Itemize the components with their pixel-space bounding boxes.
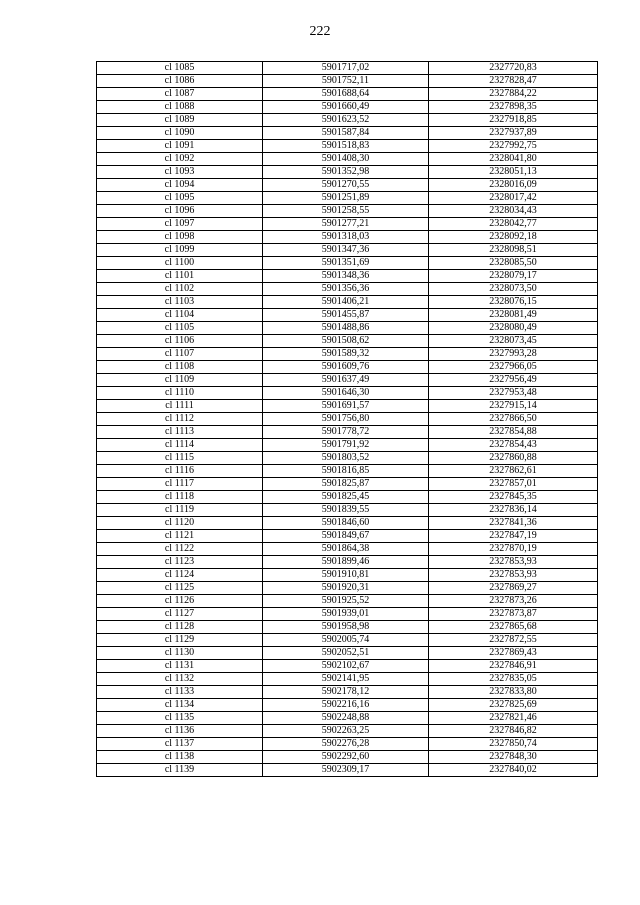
x-coordinate-cell: 5901646,30 (263, 387, 429, 400)
point-id-cell: cl 1114 (97, 439, 263, 452)
x-coordinate-cell: 5901347,36 (263, 244, 429, 257)
y-coordinate-cell: 2328079,17 (429, 270, 598, 283)
x-coordinate-cell: 5901688,64 (263, 88, 429, 101)
y-coordinate-cell: 2328017,42 (429, 192, 598, 205)
x-coordinate-cell: 5901488,86 (263, 322, 429, 335)
table-row (97, 140, 598, 153)
y-coordinate-cell: 2327836,14 (429, 504, 598, 517)
y-coordinate-cell: 2327860,88 (429, 452, 598, 465)
x-coordinate-cell: 5901609,76 (263, 361, 429, 374)
y-coordinate-cell: 2327918,85 (429, 114, 598, 127)
point-id-cell: cl 1120 (97, 517, 263, 530)
point-id-cell: cl 1099 (97, 244, 263, 257)
x-coordinate-cell: 5901899,46 (263, 556, 429, 569)
y-coordinate-cell: 2328034,43 (429, 205, 598, 218)
table-row (97, 127, 598, 140)
table-row (97, 504, 598, 517)
y-coordinate-cell: 2327866,50 (429, 413, 598, 426)
x-coordinate-cell: 5901939,01 (263, 608, 429, 621)
table-row (97, 660, 598, 673)
point-id-cell: cl 1113 (97, 426, 263, 439)
x-coordinate-cell: 5902052,51 (263, 647, 429, 660)
y-coordinate-cell: 2327992,75 (429, 140, 598, 153)
point-id-cell: cl 1106 (97, 335, 263, 348)
table-row (97, 647, 598, 660)
x-coordinate-cell: 5901816,85 (263, 465, 429, 478)
point-id-cell: cl 1089 (97, 114, 263, 127)
point-id-cell: cl 1097 (97, 218, 263, 231)
y-coordinate-cell: 2327720,83 (429, 62, 598, 75)
table-row (97, 608, 598, 621)
x-coordinate-cell: 5902005,74 (263, 634, 429, 647)
table-row (97, 153, 598, 166)
table-row (97, 712, 598, 725)
point-id-cell: cl 1096 (97, 205, 263, 218)
y-coordinate-cell: 2327898,35 (429, 101, 598, 114)
x-coordinate-cell: 5901518,83 (263, 140, 429, 153)
x-coordinate-cell: 5901752,11 (263, 75, 429, 88)
x-coordinate-cell: 5901352,98 (263, 166, 429, 179)
x-coordinate-cell: 5901958,98 (263, 621, 429, 634)
x-coordinate-cell: 5901791,92 (263, 439, 429, 452)
point-id-cell: cl 1130 (97, 647, 263, 660)
y-coordinate-cell: 2327833,80 (429, 686, 598, 699)
coordinates-table-body (97, 62, 598, 777)
table-row (97, 426, 598, 439)
point-id-cell: cl 1092 (97, 153, 263, 166)
y-coordinate-cell: 2327846,91 (429, 660, 598, 673)
table-row (97, 244, 598, 257)
point-id-cell: cl 1090 (97, 127, 263, 140)
table-row (97, 257, 598, 270)
x-coordinate-cell: 5902102,67 (263, 660, 429, 673)
y-coordinate-cell: 2327825,69 (429, 699, 598, 712)
y-coordinate-cell: 2327873,26 (429, 595, 598, 608)
table-row (97, 621, 598, 634)
y-coordinate-cell: 2327854,88 (429, 426, 598, 439)
table-row (97, 348, 598, 361)
table-row (97, 556, 598, 569)
x-coordinate-cell: 5901920,31 (263, 582, 429, 595)
point-id-cell: cl 1117 (97, 478, 263, 491)
y-coordinate-cell: 2327869,43 (429, 647, 598, 660)
y-coordinate-cell: 2328051,13 (429, 166, 598, 179)
point-id-cell: cl 1127 (97, 608, 263, 621)
point-id-cell: cl 1133 (97, 686, 263, 699)
table-row (97, 478, 598, 491)
point-id-cell: cl 1134 (97, 699, 263, 712)
table-row (97, 179, 598, 192)
x-coordinate-cell: 5902178,12 (263, 686, 429, 699)
table-row (97, 296, 598, 309)
x-coordinate-cell: 5901660,49 (263, 101, 429, 114)
y-coordinate-cell: 2327865,68 (429, 621, 598, 634)
point-id-cell: cl 1123 (97, 556, 263, 569)
y-coordinate-cell: 2328080,49 (429, 322, 598, 335)
x-coordinate-cell: 5901351,69 (263, 257, 429, 270)
y-coordinate-cell: 2327841,36 (429, 517, 598, 530)
y-coordinate-cell: 2327873,87 (429, 608, 598, 621)
table-row (97, 764, 598, 777)
table-row (97, 595, 598, 608)
point-id-cell: cl 1124 (97, 569, 263, 582)
page-number: 222 (309, 24, 331, 39)
point-id-cell: cl 1101 (97, 270, 263, 283)
table-row (97, 582, 598, 595)
x-coordinate-cell: 5901408,30 (263, 153, 429, 166)
x-coordinate-cell: 5901846,60 (263, 517, 429, 530)
point-id-cell: cl 1136 (97, 725, 263, 738)
table-row (97, 361, 598, 374)
x-coordinate-cell: 5901756,80 (263, 413, 429, 426)
x-coordinate-cell: 5902292,60 (263, 751, 429, 764)
point-id-cell: cl 1135 (97, 712, 263, 725)
y-coordinate-cell: 2327853,93 (429, 556, 598, 569)
point-id-cell: cl 1107 (97, 348, 263, 361)
y-coordinate-cell: 2327953,48 (429, 387, 598, 400)
point-id-cell: cl 1094 (97, 179, 263, 192)
table-row (97, 413, 598, 426)
y-coordinate-cell: 2327845,35 (429, 491, 598, 504)
y-coordinate-cell: 2327821,46 (429, 712, 598, 725)
table-row (97, 62, 598, 75)
table-row (97, 673, 598, 686)
point-id-cell: cl 1100 (97, 257, 263, 270)
y-coordinate-cell: 2328016,09 (429, 179, 598, 192)
y-coordinate-cell: 2327956,49 (429, 374, 598, 387)
y-coordinate-cell: 2327857,01 (429, 478, 598, 491)
point-id-cell: cl 1131 (97, 660, 263, 673)
point-id-cell: cl 1139 (97, 764, 263, 777)
x-coordinate-cell: 5901258,55 (263, 205, 429, 218)
x-coordinate-cell: 5902276,28 (263, 738, 429, 751)
x-coordinate-cell: 5901623,52 (263, 114, 429, 127)
y-coordinate-cell: 2327847,19 (429, 530, 598, 543)
x-coordinate-cell: 5902309,17 (263, 764, 429, 777)
point-id-cell: cl 1110 (97, 387, 263, 400)
table-row (97, 322, 598, 335)
y-coordinate-cell: 2327966,05 (429, 361, 598, 374)
x-coordinate-cell: 5901637,49 (263, 374, 429, 387)
table-row (97, 465, 598, 478)
point-id-cell: cl 1112 (97, 413, 263, 426)
y-coordinate-cell: 2328098,51 (429, 244, 598, 257)
y-coordinate-cell: 2327915,14 (429, 400, 598, 413)
point-id-cell: cl 1121 (97, 530, 263, 543)
table-row (97, 88, 598, 101)
table-row (97, 686, 598, 699)
point-id-cell: cl 1116 (97, 465, 263, 478)
y-coordinate-cell: 2328085,50 (429, 257, 598, 270)
y-coordinate-cell: 2327993,28 (429, 348, 598, 361)
y-coordinate-cell: 2327840,02 (429, 764, 598, 777)
table-row (97, 283, 598, 296)
table-row (97, 166, 598, 179)
x-coordinate-cell: 5901910,81 (263, 569, 429, 582)
y-coordinate-cell: 2327835,05 (429, 673, 598, 686)
point-id-cell: cl 1108 (97, 361, 263, 374)
x-coordinate-cell: 5901825,87 (263, 478, 429, 491)
y-coordinate-cell: 2328073,50 (429, 283, 598, 296)
y-coordinate-cell: 2327937,89 (429, 127, 598, 140)
table-row (97, 309, 598, 322)
x-coordinate-cell: 5901587,84 (263, 127, 429, 140)
point-id-cell: cl 1132 (97, 673, 263, 686)
x-coordinate-cell: 5901864,38 (263, 543, 429, 556)
point-id-cell: cl 1125 (97, 582, 263, 595)
x-coordinate-cell: 5901925,52 (263, 595, 429, 608)
point-id-cell: cl 1085 (97, 62, 263, 75)
x-coordinate-cell: 5901406,21 (263, 296, 429, 309)
y-coordinate-cell: 2327854,43 (429, 439, 598, 452)
y-coordinate-cell: 2328042,77 (429, 218, 598, 231)
y-coordinate-cell: 2327862,61 (429, 465, 598, 478)
table-row (97, 218, 598, 231)
y-coordinate-cell: 2327853,93 (429, 569, 598, 582)
point-id-cell: cl 1111 (97, 400, 263, 413)
table-row (97, 725, 598, 738)
x-coordinate-cell: 5901270,55 (263, 179, 429, 192)
table-row (97, 231, 598, 244)
point-id-cell: cl 1137 (97, 738, 263, 751)
point-id-cell: cl 1091 (97, 140, 263, 153)
point-id-cell: cl 1109 (97, 374, 263, 387)
x-coordinate-cell: 5902263,25 (263, 725, 429, 738)
table-row (97, 530, 598, 543)
x-coordinate-cell: 5901277,21 (263, 218, 429, 231)
y-coordinate-cell: 2328076,15 (429, 296, 598, 309)
point-id-cell: cl 1115 (97, 452, 263, 465)
x-coordinate-cell: 5901825,45 (263, 491, 429, 504)
table-row (97, 374, 598, 387)
table-row (97, 452, 598, 465)
table-row (97, 517, 598, 530)
y-coordinate-cell: 2327884,22 (429, 88, 598, 101)
point-id-cell: cl 1103 (97, 296, 263, 309)
point-id-cell: cl 1118 (97, 491, 263, 504)
table-row (97, 270, 598, 283)
table-row (97, 387, 598, 400)
x-coordinate-cell: 5901455,87 (263, 309, 429, 322)
table-row (97, 205, 598, 218)
x-coordinate-cell: 5901318,03 (263, 231, 429, 244)
x-coordinate-cell: 5901348,36 (263, 270, 429, 283)
table-row (97, 491, 598, 504)
x-coordinate-cell: 5901717,02 (263, 62, 429, 75)
table-row (97, 699, 598, 712)
x-coordinate-cell: 5901778,72 (263, 426, 429, 439)
y-coordinate-cell: 2328041,80 (429, 153, 598, 166)
point-id-cell: cl 1087 (97, 88, 263, 101)
point-id-cell: cl 1098 (97, 231, 263, 244)
y-coordinate-cell: 2327828,47 (429, 75, 598, 88)
point-id-cell: cl 1128 (97, 621, 263, 634)
point-id-cell: cl 1129 (97, 634, 263, 647)
table-row (97, 75, 598, 88)
point-id-cell: cl 1102 (97, 283, 263, 296)
y-coordinate-cell: 2327846,82 (429, 725, 598, 738)
table-row (97, 543, 598, 556)
y-coordinate-cell: 2327870,19 (429, 543, 598, 556)
y-coordinate-cell: 2328092,18 (429, 231, 598, 244)
x-coordinate-cell: 5901849,67 (263, 530, 429, 543)
point-id-cell: cl 1086 (97, 75, 263, 88)
table-row (97, 439, 598, 452)
y-coordinate-cell: 2327848,30 (429, 751, 598, 764)
y-coordinate-cell: 2328073,45 (429, 335, 598, 348)
point-id-cell: cl 1126 (97, 595, 263, 608)
point-id-cell: cl 1088 (97, 101, 263, 114)
y-coordinate-cell: 2328081,49 (429, 309, 598, 322)
x-coordinate-cell: 5901356,36 (263, 283, 429, 296)
table-row (97, 751, 598, 764)
table-row (97, 192, 598, 205)
x-coordinate-cell: 5901589,32 (263, 348, 429, 361)
table-row (97, 101, 598, 114)
point-id-cell: cl 1119 (97, 504, 263, 517)
y-coordinate-cell: 2327872,55 (429, 634, 598, 647)
table-row (97, 335, 598, 348)
x-coordinate-cell: 5902216,16 (263, 699, 429, 712)
point-id-cell: cl 1105 (97, 322, 263, 335)
x-coordinate-cell: 5901803,52 (263, 452, 429, 465)
point-id-cell: cl 1122 (97, 543, 263, 556)
x-coordinate-cell: 5902248,88 (263, 712, 429, 725)
x-coordinate-cell: 5901508,62 (263, 335, 429, 348)
x-coordinate-cell: 5902141,95 (263, 673, 429, 686)
table-row (97, 634, 598, 647)
point-id-cell: cl 1104 (97, 309, 263, 322)
y-coordinate-cell: 2327869,27 (429, 582, 598, 595)
point-id-cell: cl 1095 (97, 192, 263, 205)
point-id-cell: cl 1093 (97, 166, 263, 179)
table-row (97, 400, 598, 413)
x-coordinate-cell: 5901839,55 (263, 504, 429, 517)
point-id-cell: cl 1138 (97, 751, 263, 764)
table-row (97, 569, 598, 582)
y-coordinate-cell: 2327850,74 (429, 738, 598, 751)
x-coordinate-cell: 5901251,89 (263, 192, 429, 205)
coordinates-table (96, 61, 598, 777)
table-row (97, 114, 598, 127)
x-coordinate-cell: 5901691,57 (263, 400, 429, 413)
table-row (97, 738, 598, 751)
